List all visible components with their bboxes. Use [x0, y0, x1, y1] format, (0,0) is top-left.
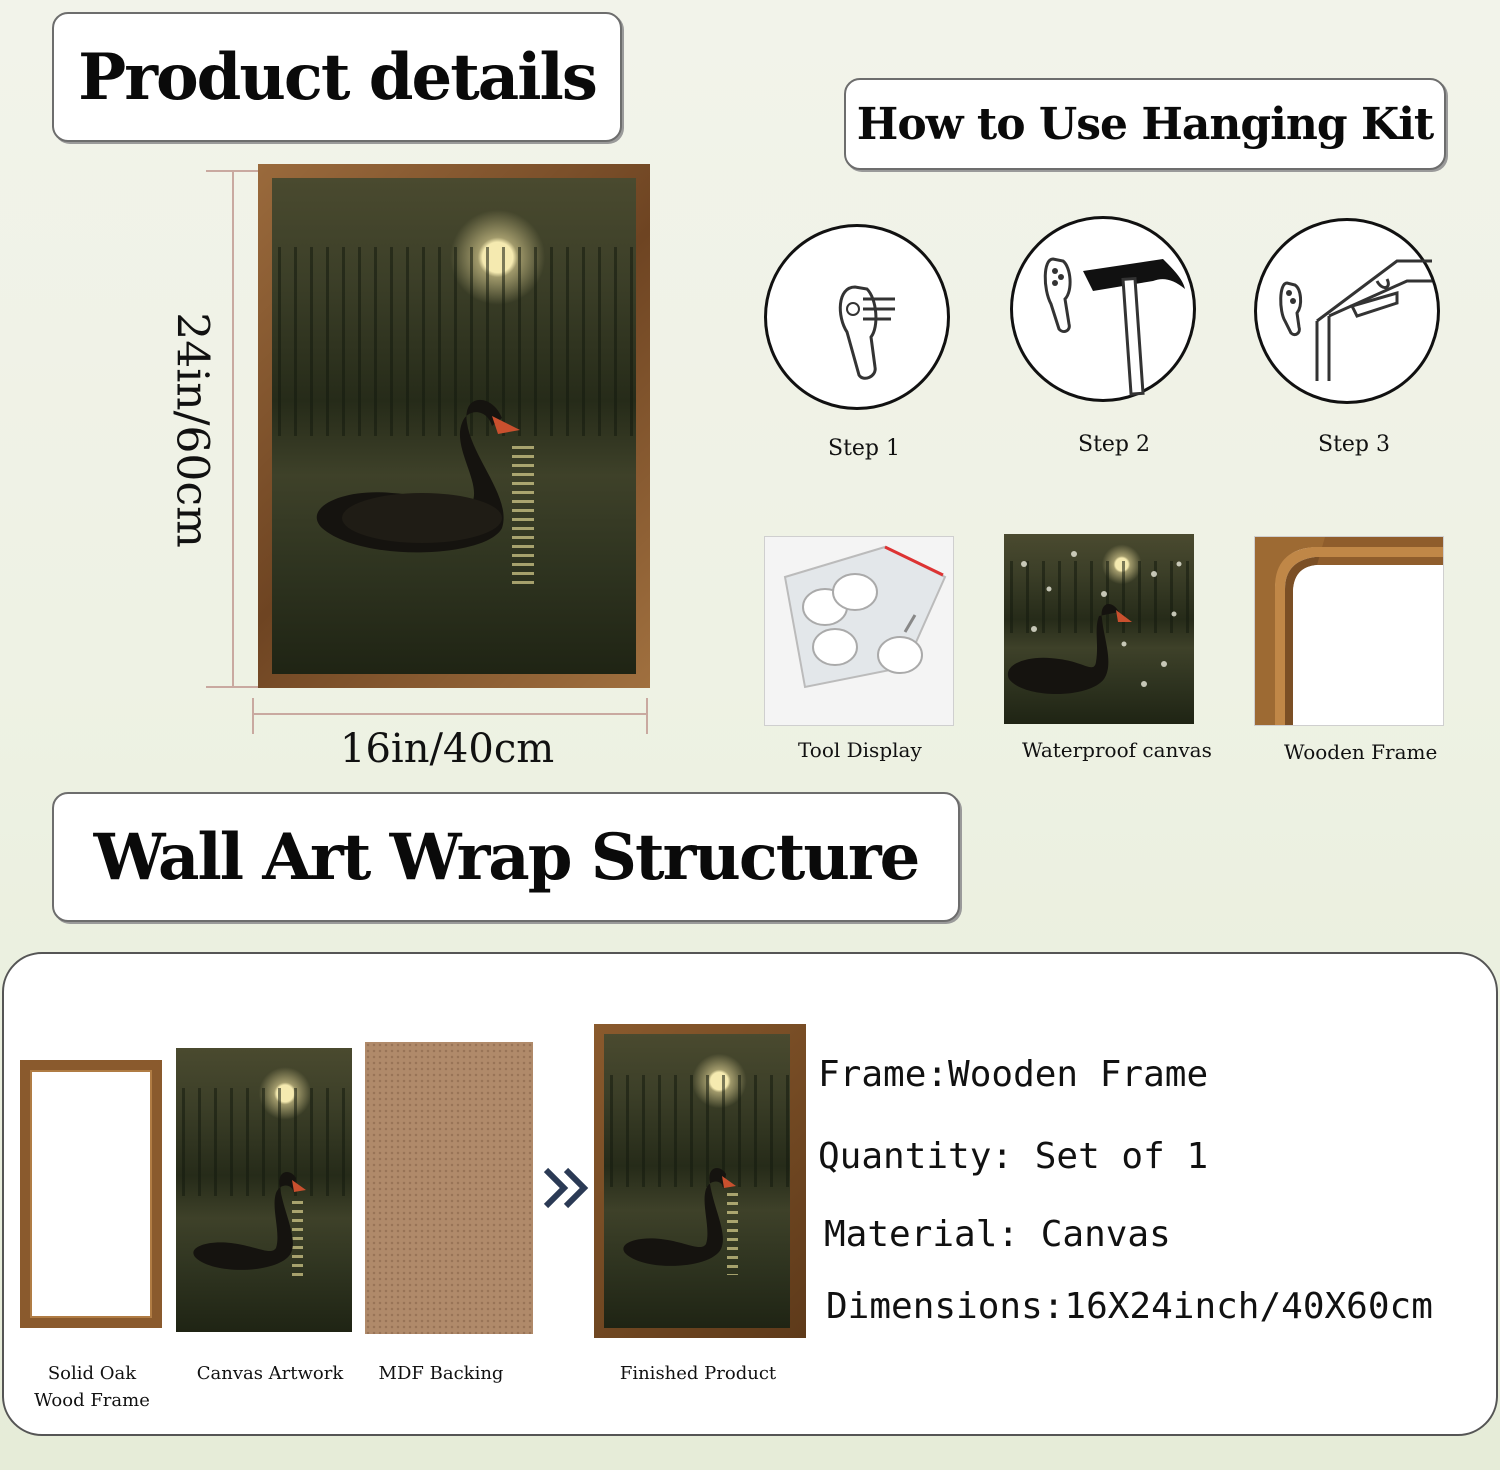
finished-product-painting: [604, 1034, 790, 1328]
canvas-artwork-swan: [186, 1168, 326, 1288]
spec-material: Material: Canvas: [824, 1214, 1171, 1255]
hanging-hardware-icon: [765, 537, 954, 726]
waterproof-canvas-image: [1004, 534, 1194, 724]
product-details-heading: Product details: [78, 39, 596, 115]
height-dimension-tick-top: [206, 170, 258, 172]
wooden-frame-label: Wooden Frame: [1284, 740, 1438, 764]
solid-oak-frame-label: [22, 1360, 162, 1414]
step-2-label: Step 2: [1078, 432, 1151, 457]
width-dimension-label: 16in/40cm: [340, 726, 555, 772]
solid-oak-frame-text: Solid Oak Wood Frame: [34, 1363, 150, 1411]
width-dimension-tick-right: [646, 698, 648, 734]
hammer-icon: [1013, 219, 1193, 399]
step-1-circle: [764, 224, 950, 410]
wall-art-title: [52, 792, 960, 922]
hanging-kit-title: [844, 78, 1446, 170]
height-dimension-tick-bottom: [206, 686, 258, 688]
main-framed-painting: [258, 164, 650, 688]
waterproof-canvas-label: Waterproof canvas: [1022, 738, 1212, 762]
spec-dimensions: Dimensions:16X24inch/40X60cm: [826, 1286, 1433, 1327]
finished-product-part: [594, 1024, 806, 1338]
black-swan-image: [302, 378, 562, 578]
width-dimension-line: [252, 713, 648, 715]
wooden-frame-corner-icon: [1255, 537, 1444, 726]
hook-icon: [767, 227, 947, 407]
height-dimension-line: [232, 170, 234, 686]
hanging-kit-heading: How to Use Hanging Kit: [856, 98, 1434, 150]
tool-display-label: Tool Display: [798, 738, 922, 762]
wall-art-heading: Wall Art Wrap Structure: [93, 819, 919, 895]
canvas-artwork-part: [176, 1048, 352, 1332]
step-2-circle: [1010, 216, 1196, 402]
finished-product-swan: [616, 1164, 756, 1284]
step-3-circle: [1254, 218, 1440, 404]
height-dimension-label: 24in/60cm: [166, 312, 218, 548]
mdf-backing-label: MDF Backing: [378, 1363, 504, 1384]
solid-oak-frame-part: [20, 1060, 162, 1328]
product-details-title: [52, 12, 622, 142]
wooden-frame-image: [1254, 536, 1444, 726]
spec-frame: Frame:Wooden Frame: [818, 1054, 1209, 1095]
frame-on-hook-icon: [1257, 221, 1437, 401]
tool-display-image: [764, 536, 954, 726]
waterproof-canvas-painting: [1004, 534, 1194, 724]
width-dimension-tick-left: [252, 698, 254, 734]
finished-product-label: Finished Product: [619, 1363, 777, 1384]
step-1-label: Step 1: [828, 436, 901, 461]
mdf-backing-part: [365, 1042, 533, 1334]
double-chevron-right-icon: [542, 1166, 590, 1210]
canvas-artwork-label: Canvas Artwork: [196, 1363, 344, 1384]
water-droplets-and-swan: [1004, 534, 1194, 724]
black-swan-painting: [272, 178, 636, 674]
spec-quantity: Quantity: Set of 1: [818, 1136, 1209, 1177]
step-3-label: Step 3: [1318, 432, 1391, 457]
